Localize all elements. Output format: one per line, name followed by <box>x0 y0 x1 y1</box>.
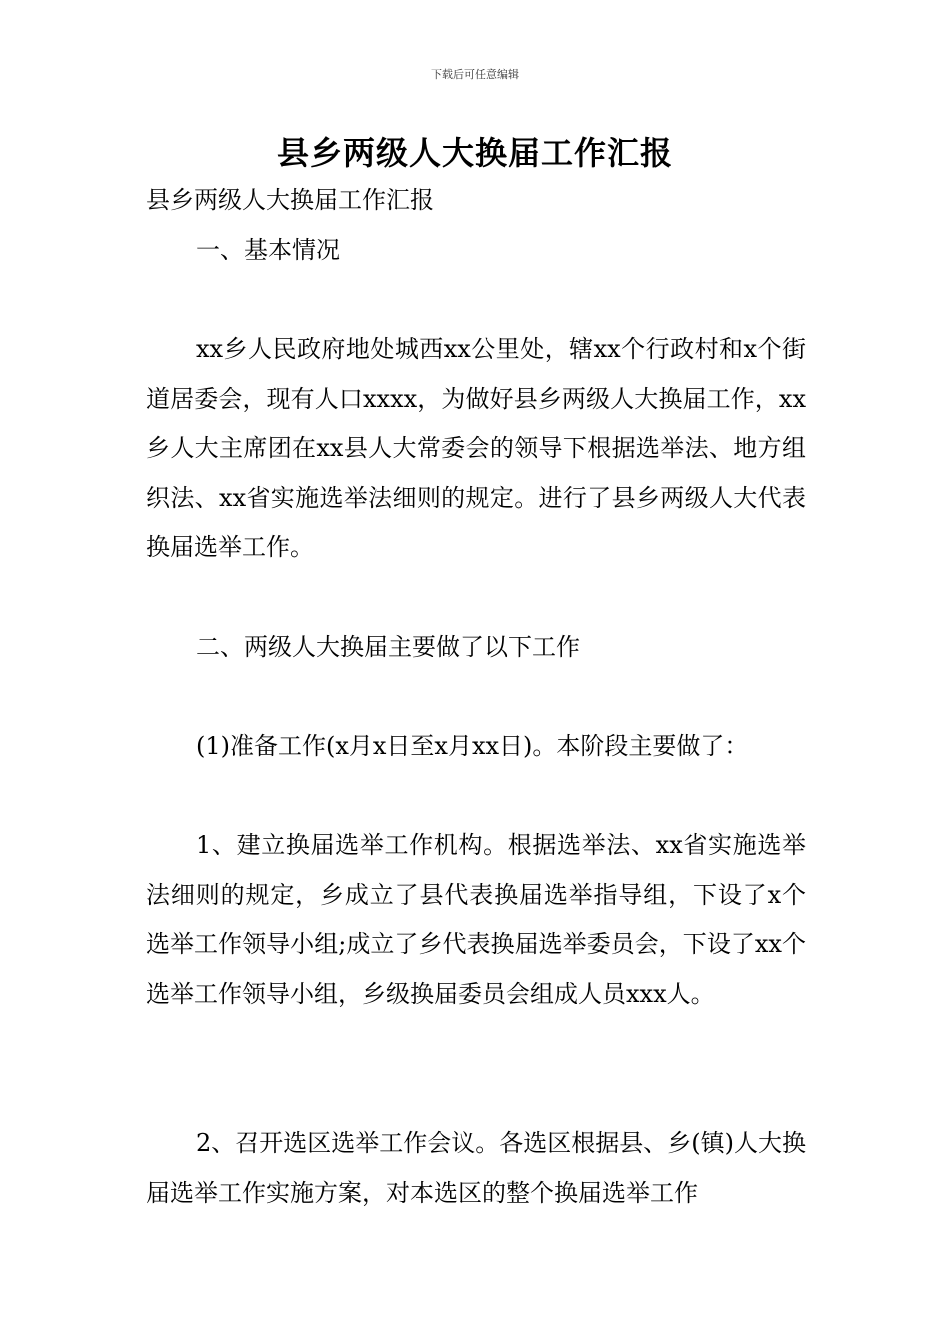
header-note: 下载后可任意编辑 <box>431 68 519 81</box>
paragraph-basic-info: xx乡人民政府地处城西xx公里处，辖xx个行政村和x个街道居委会，现有人口xxxx，为做好县乡两级人大换届工作，xx乡人大主席团在xx县人大常委会的领导下根据选举法、地方组织法、xx省实施选举法细则的规定。进行了县乡两级人大代表换届选举工作。 <box>146 335 806 561</box>
section2-heading: 二、两级人大换届主要做了以下工作 <box>196 633 580 661</box>
item1-paragraph: 1、建立换届选举工作机构。根据选举法、xx省实施选举法细则的规定，乡成立了县代表换届选举指导组，下设了x个选举工作领导小组;成立了乡代表换届选举委员会，下设了xx个选举工作领导小组，乡级换届委员会组成人员xxx人。 <box>146 831 806 1008</box>
subtitle: 县乡两级人大换届工作汇报 <box>146 186 434 214</box>
phase1-heading: (1)准备工作(x月x日至x月xx日)。本阶段主要做了： <box>196 732 749 760</box>
item2-paragraph: 2、召开选区选举工作会议。各选区根据县、乡(镇)人大换届选举工作实施方案，对本选区的整个换届选举工作 <box>146 1129 806 1207</box>
document-title: 县乡两级人大换届工作汇报 <box>276 134 673 172</box>
section1-heading: 一、基本情况 <box>196 236 340 264</box>
